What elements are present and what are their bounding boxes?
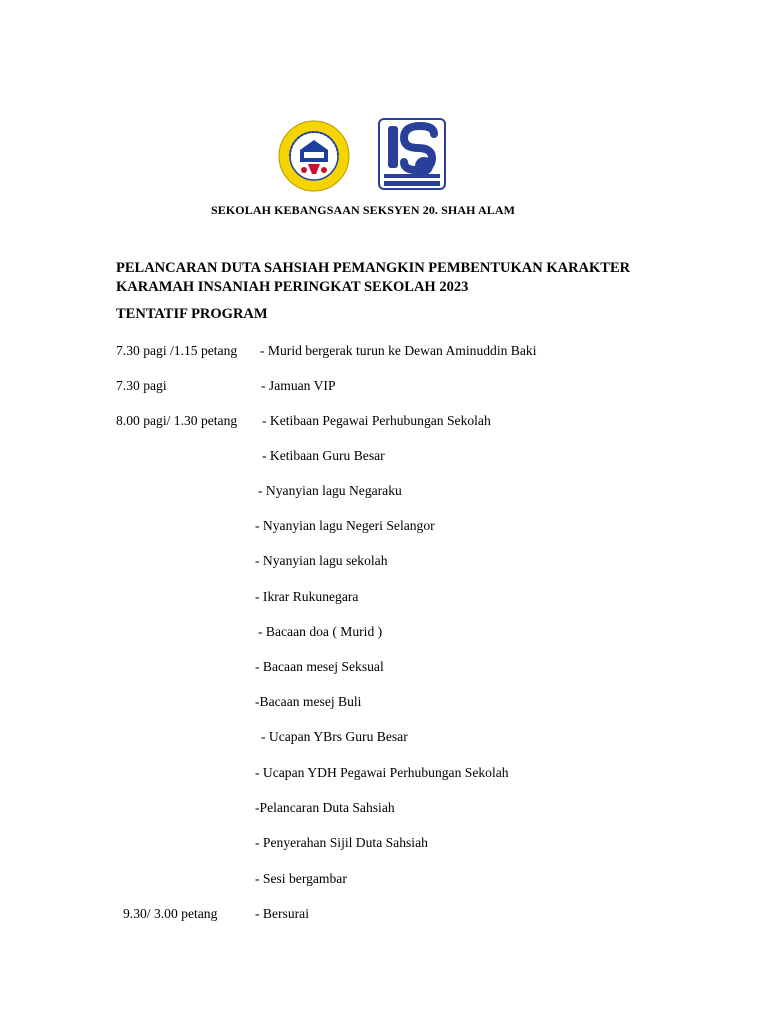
schedule-time: 8.00 pagi/ 1.30 petang (116, 413, 238, 428)
schedule-time: 9.30/ 3.00 petang (123, 906, 218, 921)
schedule-row (0, 518, 768, 538)
schedule-row (0, 483, 768, 503)
logo-strip (278, 118, 448, 192)
schedule-row (0, 624, 768, 644)
schedule-row (0, 906, 768, 926)
schedule-row (0, 343, 768, 363)
schedule-row (0, 659, 768, 679)
schedule-activity: - Nyanyian lagu Negeri Selangor (255, 518, 435, 533)
schedule-row (0, 589, 768, 609)
school-name: SEKOLAH KEBANGSAAN SEKSYEN 20. SHAH ALAM (210, 203, 516, 217)
schedule-row (0, 553, 768, 573)
schedule-row (0, 729, 768, 749)
schedule-activity: - Bacaan mesej Seksual (255, 659, 384, 674)
schedule-activity: - Ucapan YBrs Guru Besar (261, 729, 408, 744)
schedule-activity: - Ucapan YDH Pegawai Perhubungan Sekolah (255, 765, 509, 780)
schedule-row (0, 800, 768, 820)
title-line-1: PELANCARAN DUTA SAHSIAH PEMANGKIN PEMBENTUKAN KARAKTER (116, 260, 631, 276)
schedule-activity: - Ikrar Rukunegara (255, 589, 359, 604)
schedule-activity: - Murid bergerak turun ke Dewan Aminuddin Baki (260, 343, 537, 358)
school-crest-icon (278, 120, 350, 192)
schedule-row (0, 378, 768, 398)
document-title (116, 259, 676, 297)
schedule-time: 7.30 pagi (116, 378, 167, 393)
title-line-2: KARAMAH INSANIAH PERINGKAT SEKOLAH 2023 (116, 279, 469, 295)
schedule-activity: -Pelancaran Duta Sahsiah (255, 800, 395, 815)
schedule-activity: - Ketibaan Guru Besar (262, 448, 385, 463)
schedule-row (0, 413, 768, 433)
schedule-activity: - Bacaan doa ( Murid ) (258, 624, 383, 639)
schedule-activity: - Nyanyian lagu sekolah (255, 553, 388, 568)
schedule-activity: - Nyanyian lagu Negaraku (258, 483, 402, 498)
schedule-activity: - Ketibaan Pegawai Perhubungan Sekolah (262, 413, 491, 428)
schedule-activity: - Bersurai (255, 906, 309, 921)
schedule-row (0, 835, 768, 855)
schedule-activity: -Bacaan mesej Buli (255, 694, 362, 709)
schedule-time: 7.30 pagi /1.15 petang (116, 343, 238, 358)
schedule-row (0, 871, 768, 891)
schedule-row (0, 448, 768, 468)
schedule-row (0, 694, 768, 714)
program-heading: TENTATIF PROGRAM (116, 306, 268, 322)
is-25-emblem-icon (378, 118, 446, 190)
schedule-row (0, 765, 768, 785)
schedule-activity: - Jamuan VIP (261, 378, 336, 393)
schedule-activity: - Penyerahan Sijil Duta Sahsiah (255, 835, 428, 850)
schedule-activity: - Sesi bergambar (255, 871, 347, 886)
